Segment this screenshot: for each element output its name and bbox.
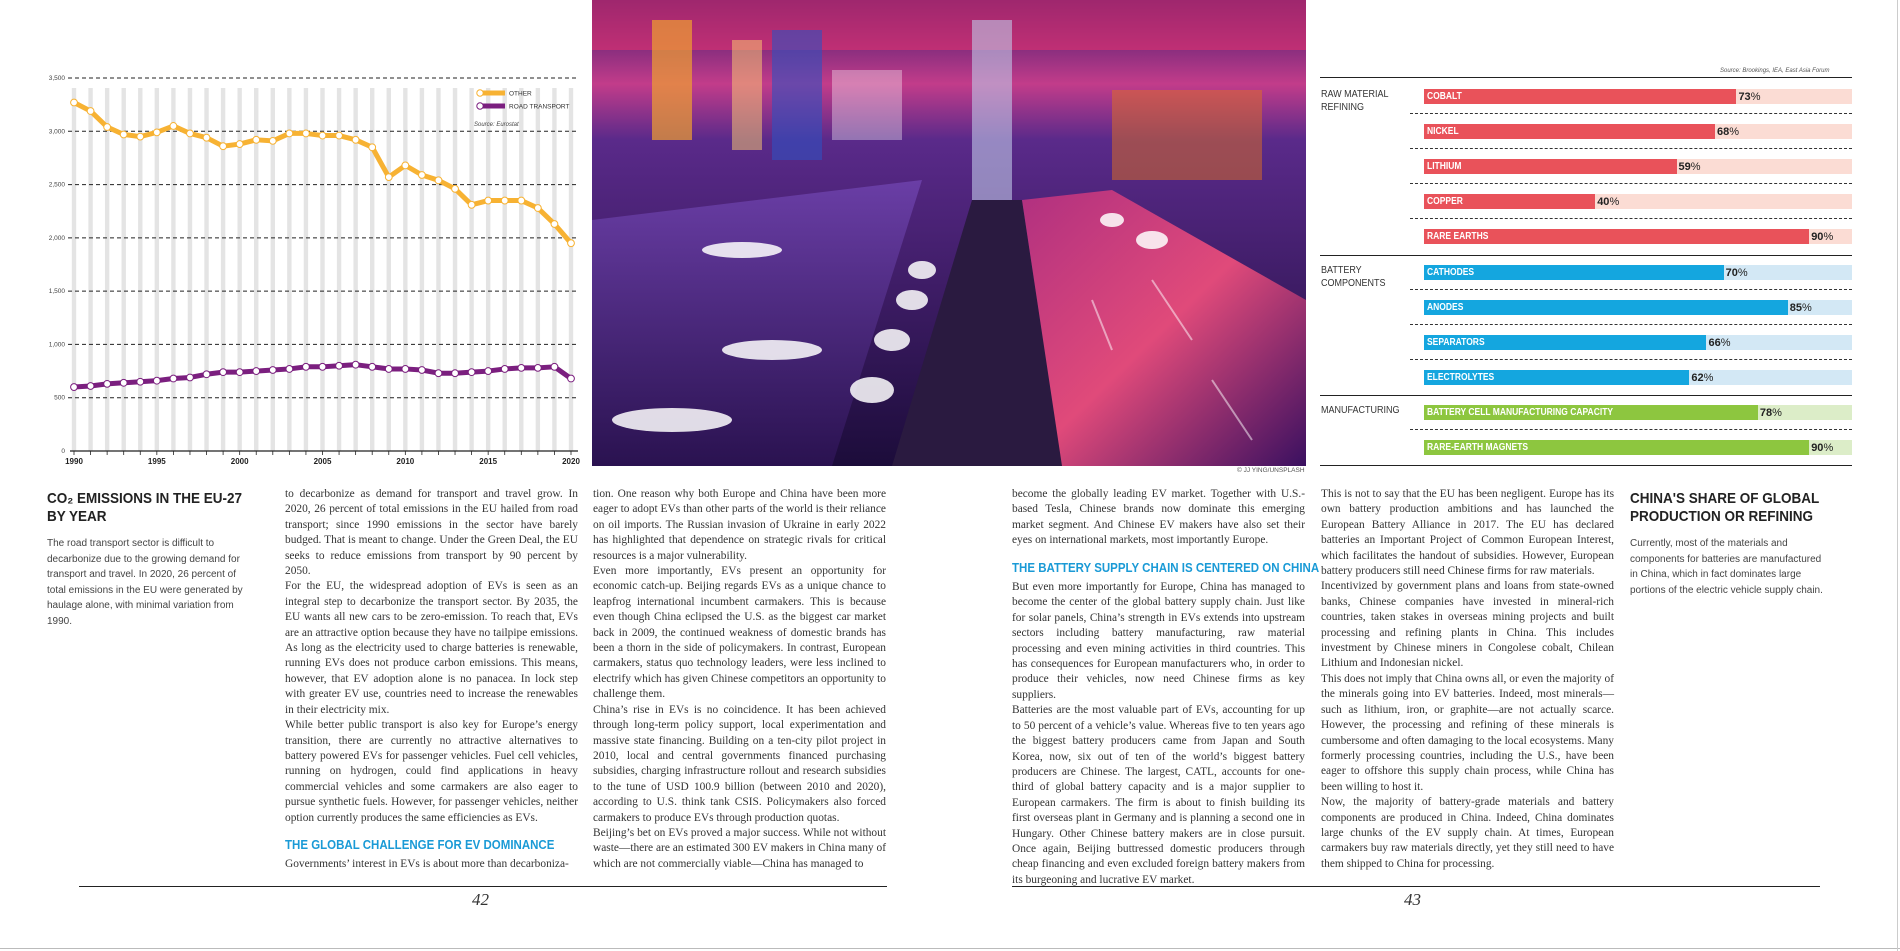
data-point-road-transport (568, 375, 575, 382)
bar-row (1424, 300, 1852, 315)
paragraph: This is not to say that the EU has been negligent. Europe has its own battery production ambitions and has launched the European Battery Alliance in 2017. The EU has declared batteries an Important Project of Common European Interest, which facilitates the handout of subsidies. However, European battery producers still need Chinese firms for raw materials. (1321, 488, 1614, 578)
photo-credit: © JJ YING/UNSPLASH (1237, 467, 1305, 474)
data-point-other (452, 185, 459, 192)
data-point-road-transport (104, 380, 111, 387)
data-point-other (485, 197, 492, 204)
footer-rule-right (1012, 886, 1820, 887)
year-column-bar (453, 88, 457, 451)
section-heading-ev-dominance: THE GLOBAL CHALLENGE FOR EV DOMINANCE (285, 837, 555, 852)
bar-value-label: 70% (1725, 266, 1748, 279)
legend-label: ROAD TRANSPORT (509, 103, 570, 111)
bar-row (1424, 229, 1852, 244)
data-point-road-transport (385, 366, 392, 373)
data-point-other (419, 172, 426, 179)
bar-fill (1424, 300, 1788, 315)
bar-label: ELECTROLYTES (1427, 371, 1495, 383)
year-column-bar (320, 88, 324, 451)
right-column-1 (1012, 487, 1320, 888)
bar-row (1424, 89, 1852, 104)
data-point-road-transport (303, 363, 310, 370)
data-point-road-transport (87, 383, 94, 390)
footer-rule-left (79, 886, 887, 887)
year-column-bar (88, 88, 92, 451)
bar-value-label: 66% (1708, 336, 1731, 349)
x-tick-label: 2010 (396, 457, 415, 466)
bar-row (1424, 370, 1852, 385)
bar-group-label-line: BATTERY (1321, 264, 1362, 276)
year-column-bar (552, 88, 556, 451)
y-tick-label: 2,000 (48, 234, 65, 242)
data-point-road-transport (518, 364, 525, 371)
data-point-other (303, 130, 310, 137)
data-point-other (551, 221, 558, 228)
bar-label: ANODES (1427, 301, 1464, 313)
bar-row (1424, 405, 1852, 420)
legend-marker (477, 103, 483, 109)
data-point-other (336, 132, 343, 139)
year-column-bar (469, 88, 473, 451)
y-tick-label: 1,500 (48, 288, 65, 296)
data-point-road-transport (153, 377, 160, 384)
y-tick-label: 3,500 (48, 75, 65, 82)
bar-label: NICKEL (1427, 126, 1459, 138)
data-point-road-transport (452, 370, 459, 377)
year-column-bar (337, 88, 341, 451)
x-tick-label: 1990 (65, 457, 83, 466)
data-point-road-transport (485, 368, 492, 375)
co2-chart-title-line1: CO₂ EMISSIONS IN THE EU-27 (47, 490, 243, 507)
paragraph: Batteries are the most valuable part of EVs, accounting for up to 50 percent of a vehicle’s value. Whereas five to ten years ago the biggest battery producers came from Japan and South Korea, now, six out of ten of the world’s biggest battery producers are Chinese. The largest, CATL, accounts for one-third of global battery capacity and is a major supplier to European carmakers. The firm is about to finish building its first overseas plant in Germany and is planning a second one in Hungary. Other Chinese battery makers are in close pursuit. Once again, Beijing buttressed domestic producers through cheap financing and even excluded foreign battery makers from its burgeoning and lucrative EV market. (1012, 704, 1305, 886)
paragraph: tion. One reason why both Europe and China have been more eager to adopt EVs than other parts of the world is their reliance on oil imports. The Russian invasion of Ukraine in early 2022 has highlighted that dependence on strategic rivals for critical resources is a major vulnerability. (593, 488, 886, 562)
bar-row-divider (1410, 148, 1852, 149)
year-column-bar (370, 88, 374, 451)
data-point-other (319, 132, 326, 139)
paragraph: This does not imply that China owns all, or even the majority of the minerals going into EV batteries. Indeed, most minerals—such as lithium, iron, or graphite—are not actually scarce. However, the processing and refining of these minerals is cumbersome and often damaging to the local ecosystems. Many formerly processing countries, including the U.S., have been eager to offshore this supply chain process, while China has been willing to host it. (1321, 672, 1614, 793)
bar-row-divider (1410, 359, 1852, 360)
data-point-road-transport (120, 379, 127, 386)
bar-label: RARE-EARTH MAGNETS (1427, 442, 1529, 453)
data-point-road-transport (352, 361, 359, 368)
china-share-title-line2: PRODUCTION OR REFINING (1630, 508, 1814, 525)
bar-value-label: 40% (1597, 196, 1620, 209)
bar-label: SEPARATORS (1427, 336, 1485, 348)
year-column-bar (287, 88, 291, 451)
bar-group-label-line: MANUFACTURING (1321, 404, 1400, 416)
bar-value-label: 78% (1759, 406, 1782, 419)
co2-chart-title (47, 490, 243, 526)
bar-group-separator (1320, 395, 1852, 396)
x-tick-label: 2005 (313, 457, 332, 466)
bar-group-label-line: RAW MATERIAL (1321, 89, 1389, 100)
data-point-other (120, 131, 127, 138)
bar-row-divider (1410, 113, 1852, 114)
data-point-other (137, 133, 144, 140)
data-point-other (501, 197, 508, 204)
data-point-road-transport (269, 367, 276, 374)
data-point-road-transport (137, 378, 144, 385)
data-point-road-transport (71, 384, 78, 391)
data-point-road-transport (501, 366, 508, 373)
y-tick-label: 3,000 (48, 128, 65, 136)
y-tick-label: 2,500 (48, 181, 65, 189)
bar-row (1424, 265, 1852, 280)
paragraph: For the EU, the widespread adoption of EVs is seen as an integral step to decarbonize the transport sector. By 2035, the EU wants all new cars to be zero-emission. To reach that, EVs are an attractive option because they have no tailpipe emissions. As long as the electricity used to charge batteries is renewable, running EVs does not produce carbon emissions. This means, however, that EV adoption alone is no panacea. In lock step with greater EV use, countries need to increase the renewables in their electricity mix. (285, 580, 578, 716)
data-point-other (534, 205, 541, 212)
bar-group-label (1321, 88, 1389, 114)
x-tick-label: 2020 (562, 457, 580, 466)
data-point-other (71, 99, 78, 106)
year-column-bar (105, 88, 109, 451)
bar-fill (1424, 124, 1715, 139)
paragraph: become the globally leading EV market. Together with U.S.-based Tesla, Chinese brands now dominate this emerging market segment. And Chinese EV makers have also set their eyes on international markets, most importantly Europe. (1012, 488, 1305, 547)
china-share-title (1630, 490, 1820, 526)
data-point-other (236, 141, 243, 148)
bar-label: BATTERY CELL MANUFACTURING CAPACITY (1427, 406, 1614, 418)
bar-fill (1424, 159, 1677, 174)
data-point-road-transport (435, 370, 442, 377)
legend-marker (477, 90, 483, 96)
china-share-caption (1630, 490, 1830, 598)
china-share-title-line1: CHINA'S SHARE OF GLOBAL (1630, 490, 1820, 507)
year-column-bar (138, 88, 142, 451)
legend-label: OTHER (509, 90, 532, 98)
bar-group-label-line: COMPONENTS (1321, 277, 1386, 289)
bar-group-separator (1320, 255, 1852, 256)
year-column-bar (436, 88, 440, 451)
data-point-road-transport (203, 371, 210, 378)
data-point-road-transport (220, 369, 227, 376)
data-point-road-transport (402, 366, 409, 373)
bar-row-divider (1410, 429, 1852, 430)
data-point-other (286, 130, 293, 137)
year-column-bar (72, 88, 76, 451)
year-column-bar (304, 88, 308, 451)
x-tick-label: 2015 (479, 457, 498, 466)
bar-row-divider (1410, 324, 1852, 325)
y-tick-label: 1,000 (48, 341, 65, 349)
paragraph: While better public transport is also key for Europe’s energy transition, there are currently no attractive alternatives to battery powered EVs for passenger vehicles. Fuel cell vehicles, running on hydrogen, could find applications in heavy commercial vehicles and some carmakers are also eager to pursue synthetic fuels. However, for passenger vehicles, neither option currently produces the same efficiencies as EVs. (285, 719, 578, 824)
x-tick-label: 2000 (230, 457, 249, 466)
bar-label: LITHIUM (1427, 161, 1462, 173)
data-point-road-transport (286, 366, 293, 373)
co2-emissions-line-chart (30, 60, 590, 470)
section-heading-battery-supply-chain: THE BATTERY SUPPLY CHAIN IS CENTERED ON CHINA (1012, 560, 1320, 575)
page-number-left: 42 (472, 890, 489, 909)
data-point-other (87, 108, 94, 115)
data-point-road-transport (336, 362, 343, 369)
bar-row-divider (1410, 183, 1852, 184)
line-chart-source: Source: Eurostat (474, 122, 519, 128)
data-point-other (568, 240, 575, 247)
bar-group-label-line: REFINING (1321, 102, 1365, 113)
bar-row (1424, 159, 1852, 174)
bar-row-divider (1410, 289, 1852, 290)
data-point-other (402, 162, 409, 169)
data-point-other (435, 177, 442, 184)
year-column-bar (122, 88, 126, 451)
bar-row (1424, 124, 1852, 139)
bar-value-label: 90% (1811, 442, 1834, 454)
bar-row (1424, 335, 1852, 350)
data-point-other (518, 197, 525, 204)
paragraph: China’s rise in EVs is no coincidence. It has been achieved through long-term policy support, local experimentation and massive state financing. Building on a ten-city pilot project in 2010, local and central governments financed purchasing subsidies, charging infrastructure rollout and research subsidies to the tune of USD 100.9 billion (between 2010 and 2020), according to U.S. think tank CSIS. Policymakers also forced carmakers to produce EVs through production quotas. (593, 703, 886, 824)
left-column-2 (593, 487, 886, 872)
paragraph: Now, the majority of battery-grade materials and battery components are produced in China. Indeed, China dominates large chunks of the EV supply chain. At times, European carmakers buy raw materials directly, yet they still need to have them shipped to China for processing. (1321, 796, 1614, 870)
data-point-road-transport (187, 374, 194, 381)
bar-value-label: 85% (1789, 301, 1812, 314)
co2-chart-description: The road transport sector is difficult to decarbonize due to the growing demand for transport and travel. In 2020, 26 percent of total emissions in the EU were generated by haulage alone, with minimal variation from 1990. (47, 538, 243, 627)
data-point-other (220, 143, 227, 150)
year-column-bar (503, 88, 507, 451)
y-tick-label: 0 (61, 448, 65, 455)
data-point-other (253, 136, 260, 143)
bar-fill (1424, 89, 1736, 104)
bar-row-divider (1410, 218, 1852, 219)
data-point-road-transport (253, 368, 260, 375)
bar-value-label: 73% (1738, 91, 1761, 103)
bar-label: CATHODES (1427, 266, 1475, 278)
year-column-bar (204, 88, 208, 451)
page-bottom-edge (0, 948, 1900, 949)
bar-value-label: 68% (1717, 126, 1740, 139)
data-point-other (369, 144, 376, 151)
bar-value-label: 90% (1811, 231, 1834, 244)
data-point-other (269, 137, 276, 144)
data-point-other (187, 130, 194, 137)
year-column-bar (569, 88, 573, 451)
data-point-road-transport (369, 363, 376, 370)
data-point-other (468, 201, 475, 208)
left-column-1 (285, 487, 578, 873)
y-tick-label: 500 (54, 394, 65, 402)
bar-group-separator (1320, 465, 1852, 466)
paragraph: Even more importantly, EVs present an opportunity for economic catch-up. Beijing regards EVs as a unique chance to leapfrog international incumbent carmakers. This is because even though China eclipsed the U.S. as the biggest car market back in 2009, the continued weakness of domestic brands has been a thorn in the side of policymakers. In contrast, European carmakers, status quo technology leaders, were less inclined to electrify which has given Chinese competitors an opportunity to challenge them. (593, 565, 886, 701)
bar-row (1424, 440, 1852, 455)
year-column-bar (171, 88, 175, 451)
data-point-road-transport (170, 375, 177, 382)
paragraph: But even more importantly for Europe, China has managed to become the center of the global battery supply chain. Just like for solar panels, China’s strength in EVs extends into upstream sectors including battery manufacturing, raw material processing and even mining activities in third countries. This has consequences for European manufacturers who, in order to produce their vehicles, now need Chinese firms as key suppliers. (1012, 581, 1305, 701)
bar-value-label: 59% (1678, 161, 1701, 174)
year-column-bar (420, 88, 424, 451)
city-night-traffic-photo (592, 0, 1306, 466)
year-column-bar (155, 88, 159, 451)
bar-label: RARE EARTHS (1427, 231, 1489, 243)
data-point-road-transport (319, 363, 326, 370)
photo-illustration (592, 0, 1306, 466)
bar-chart-source: Source: Brookings, IEA, East Asia Forum (1720, 68, 1830, 74)
data-point-road-transport (468, 369, 475, 376)
paragraph: Incentivized by government plans and loans from state-owned banks, Chinese companies have invested in mineral-rich countries, taken stakes in overseas mining projects and built processing and refining plants in China. This includes investment by Chinese miners in Congolese cobalt, Chilean Lithium and Indonesian nickel. (1321, 580, 1614, 670)
page-number-right: 43 (1404, 890, 1421, 909)
year-column-bar (387, 88, 391, 451)
bar-group-label (1321, 404, 1400, 417)
right-column-2 (1321, 487, 1614, 872)
page-right-edge (1897, 0, 1898, 951)
data-point-other (153, 129, 160, 136)
year-column-bar (536, 88, 540, 451)
bar-value-label: 62% (1691, 371, 1714, 384)
data-point-other (385, 174, 392, 181)
bar-label: COBALT (1427, 91, 1462, 102)
year-column-bar (188, 88, 192, 451)
bar-row (1424, 194, 1852, 209)
china-share-description: Currently, most of the materials and components for batteries are manufactured in China, which in fact dominates large portions of the electric vehicle supply chain. (1630, 538, 1823, 596)
co2-chart-title-line2: BY YEAR (47, 508, 107, 525)
year-column-bar (486, 88, 490, 451)
data-point-road-transport (236, 369, 243, 376)
paragraph: to decarbonize as demand for transport and travel grow. In 2020, 26 percent of total emissions in the EU hailed from road transport; since 1990 emissions in the sector have barely budged. That is meant to change. Under the Green Deal, the EU seeks to reduce emissions from transport by 90 percent by 2050. (285, 488, 578, 578)
year-column-bar (519, 88, 523, 451)
data-point-road-transport (551, 363, 558, 370)
data-point-road-transport (534, 364, 541, 371)
data-point-road-transport (419, 367, 426, 374)
data-point-other (352, 136, 359, 143)
bar-group-label (1321, 264, 1386, 290)
bar-label: COPPER (1427, 196, 1463, 208)
paragraph: Governments’ interest in EVs is about more than decarboniza- (285, 858, 569, 871)
x-tick-label: 1995 (147, 457, 166, 466)
data-point-other (104, 124, 111, 131)
co2-chart-caption (47, 490, 247, 629)
data-point-other (170, 123, 177, 130)
bar-chart-top-rule (1320, 77, 1852, 78)
year-column-bar (403, 88, 407, 451)
paragraph: Beijing’s bet on EVs proved a major success. While not without waste—there are an estimated 300 EV makers in China many of which are not commercially viable—China has managed to (593, 826, 886, 870)
data-point-other (203, 134, 210, 141)
